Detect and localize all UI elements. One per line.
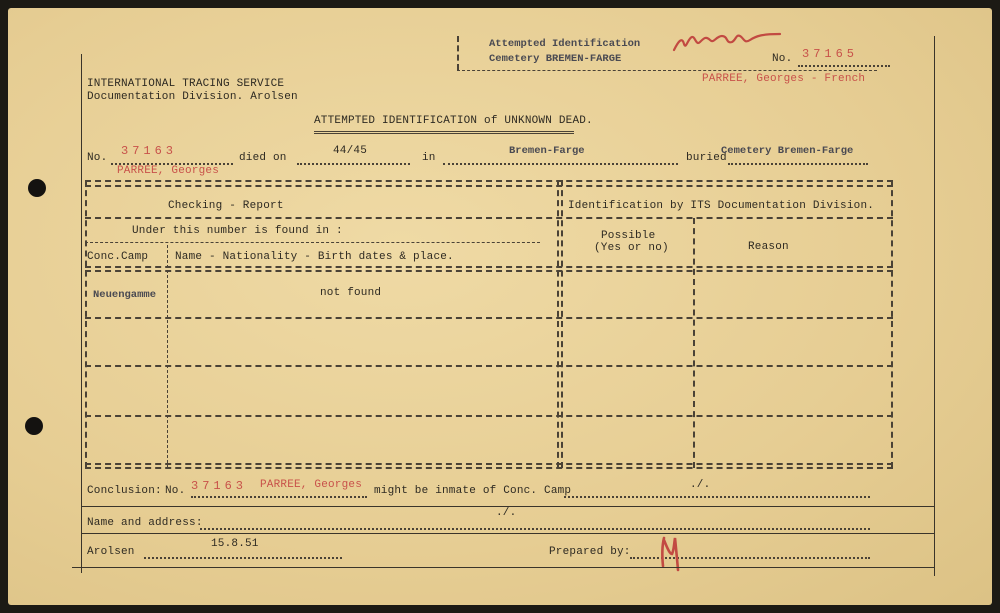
table-header-bottom-2	[85, 270, 893, 272]
form-title: ATTEMPTED IDENTIFICATION of UNKNOWN DEAD.	[314, 115, 593, 127]
conclusion-no-value: 37163	[191, 479, 248, 493]
conclusion-label: Conclusion:	[87, 485, 162, 497]
table-divider-reason	[693, 218, 695, 468]
footer-date-dots	[144, 557, 342, 559]
name-address-label: Name and address:	[87, 517, 203, 529]
buried-value: Cemetery Bremen-Farge	[721, 145, 854, 157]
footer-place: Arolsen	[87, 546, 135, 558]
table-divider-main-2	[561, 180, 563, 468]
no-value: 37163	[121, 144, 178, 158]
table-row-line-under	[85, 242, 540, 243]
name-under-line: PARREE, Georges	[117, 165, 220, 177]
table-header-bottom	[85, 266, 893, 268]
address-separator	[81, 533, 934, 534]
left-margin-rule	[81, 54, 82, 573]
table-bottom-border-2	[85, 467, 893, 469]
stamp-box-bottom-border	[457, 70, 877, 71]
table-row-line-3	[85, 365, 893, 367]
footer-date: 15.8.51	[211, 538, 259, 550]
title-underline	[314, 131, 574, 134]
stamp-line-2: Cemetery BREMEN-FARGE	[489, 53, 622, 65]
table-divider-camp	[167, 245, 168, 468]
conclusion-no-label: No.	[165, 485, 186, 497]
name-nationality-heading: Name - Nationality - Birth dates & place.	[175, 251, 454, 263]
in-dots	[443, 163, 678, 165]
footer-bottom-rule	[72, 567, 934, 568]
prepared-by-label: Prepared by:	[549, 546, 631, 558]
name-address-value: ./.	[496, 507, 517, 519]
name-address-dots	[200, 528, 870, 530]
table-top-border-2	[85, 185, 893, 187]
stamp-box-left-border	[457, 36, 459, 70]
row-1-camp: Neuengamme	[93, 289, 157, 301]
table-left-border	[85, 180, 87, 468]
org-line-2: Documentation Division. Arolsen	[87, 91, 298, 103]
no-label: No.	[87, 152, 108, 164]
its-record-card	[8, 8, 992, 605]
reason-heading: Reason	[748, 241, 789, 253]
possible-heading: Possible	[601, 230, 656, 242]
in-value: Bremen-Farge	[509, 145, 585, 157]
handwritten-name-annotation	[670, 24, 790, 54]
table-divider-main	[557, 180, 559, 468]
died-dots	[297, 163, 410, 165]
buried-dots	[728, 163, 868, 165]
conclusion-camp-value: ./.	[690, 479, 711, 491]
table-top-border	[85, 180, 893, 182]
checking-report-heading: Checking - Report	[168, 200, 284, 212]
table-bottom-border	[85, 463, 893, 465]
record-no-dots	[798, 65, 890, 67]
in-label: in	[422, 152, 436, 164]
conclusion-camp-dots	[564, 496, 870, 498]
header-person-name: PARREE, Georges - French	[702, 73, 866, 85]
table-right-border	[891, 180, 893, 468]
died-value: 44/45	[333, 145, 368, 157]
punch-hole-top	[28, 179, 46, 197]
handwritten-initial	[656, 532, 686, 572]
table-row-line-1	[85, 217, 893, 219]
conclusion-no-dots	[191, 496, 367, 498]
conclusion-text: might be inmate of Conc. Camp	[374, 485, 572, 497]
identification-heading: Identification by ITS Documentation Division.	[568, 200, 875, 212]
table-row-line-2	[85, 317, 893, 319]
punch-hole-bottom	[25, 417, 43, 435]
record-no-value: 37165	[802, 47, 859, 61]
yes-or-no-heading: (Yes or no)	[594, 242, 669, 254]
stamp-line-1: Attempted Identification	[489, 38, 641, 50]
row-1-result: not found	[320, 287, 382, 299]
buried-label: buried	[686, 152, 727, 164]
record-no-label: No.	[772, 53, 793, 65]
conc-camp-heading: Conc.Camp	[87, 251, 149, 263]
org-line-1: INTERNATIONAL TRACING SERVICE	[87, 78, 285, 90]
table-row-line-4	[85, 415, 893, 417]
conclusion-name: PARREE, Georges	[260, 479, 363, 491]
died-label: died on	[239, 152, 287, 164]
under-number-heading: Under this number is found in :	[132, 225, 343, 237]
right-margin-rule	[934, 36, 935, 576]
